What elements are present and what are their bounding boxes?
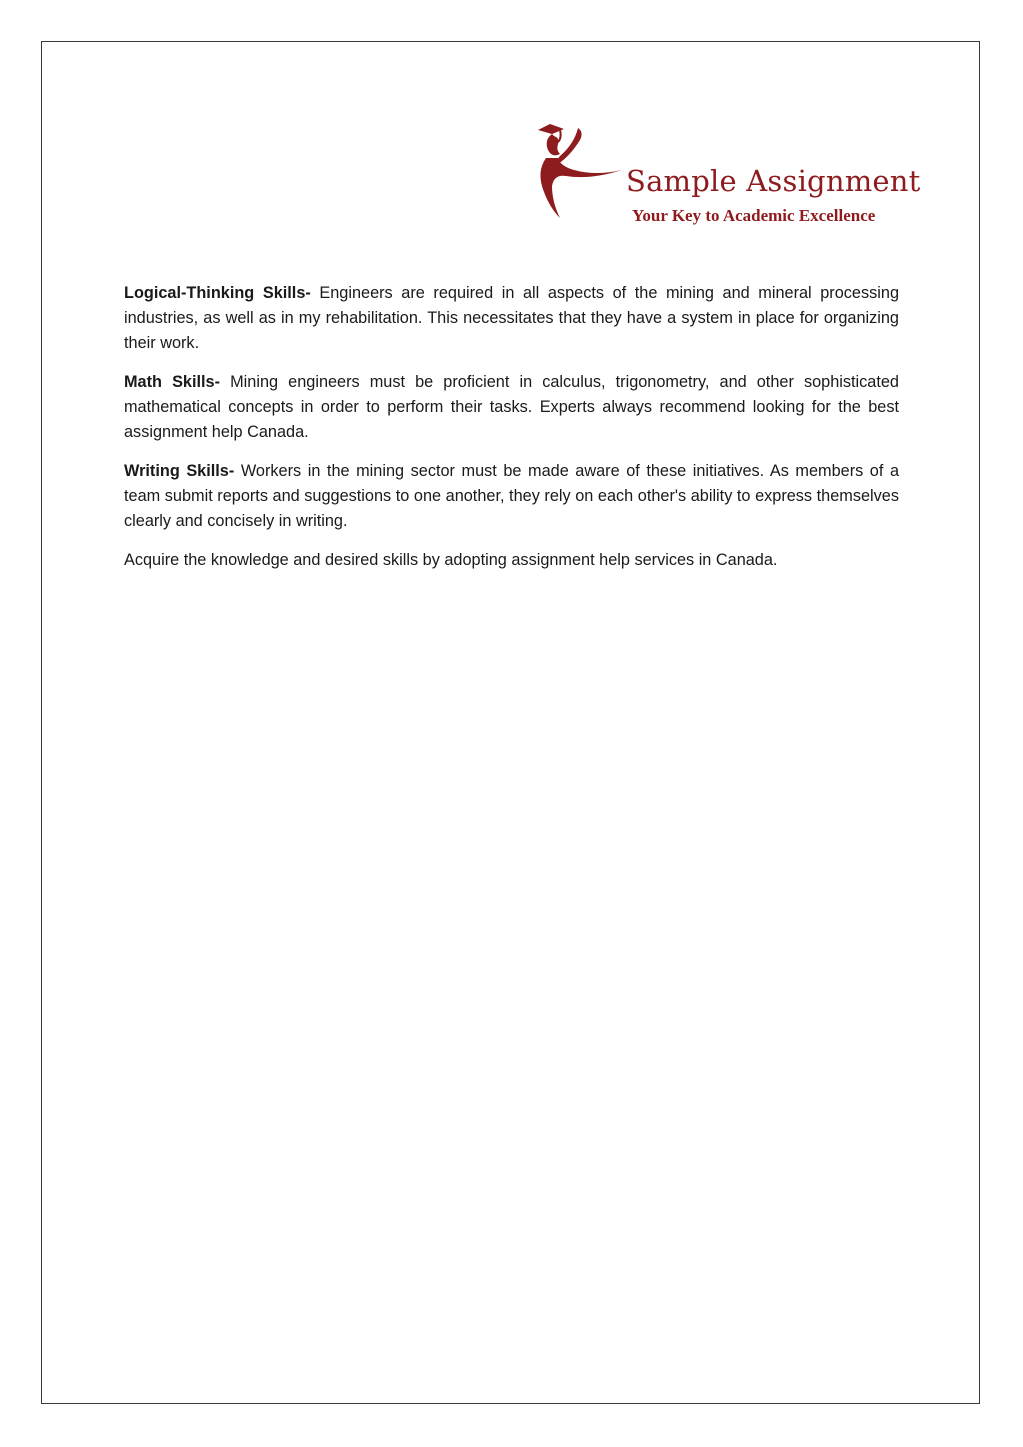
paragraph-math: [124, 370, 899, 445]
sample-assignment-logo: [530, 120, 921, 230]
document-body: [124, 281, 899, 587]
page-border: [41, 41, 980, 1404]
graduate-figure-icon: [530, 120, 630, 225]
logo-title: Sample Assignment: [626, 164, 921, 198]
paragraph-logical-thinking: [124, 281, 899, 356]
closing-paragraph: Acquire the knowledge and desired skills by adopting assignment help services in Canada.: [124, 551, 778, 569]
paragraph-writing: [124, 459, 899, 534]
paragraph-text: Engineers are required in all aspects of the mining and mineral processing industries, as well as in my rehabilitation. This necessitates that they have a system in place for organizing their work.: [124, 284, 899, 352]
logo-tagline: Your Key to Academic Excellence: [632, 206, 876, 225]
paragraph-heading: Math Skills-: [124, 373, 221, 391]
paragraph-text: Workers in the mining sector must be made aware of these initiatives. As members of a team submit reports and suggestions to one another, they rely on each other's ability to express themselves clearly and concisely in writing.: [124, 462, 899, 530]
paragraph-heading: Writing Skills-: [124, 462, 235, 480]
paragraph-text: Mining engineers must be proficient in calculus, trigonometry, and other sophisticated mathematical concepts in order to perform their tasks. Experts always recommend looking for the best assignment help Canada.: [124, 373, 899, 441]
paragraph-heading: Logical-Thinking Skills-: [124, 284, 311, 302]
